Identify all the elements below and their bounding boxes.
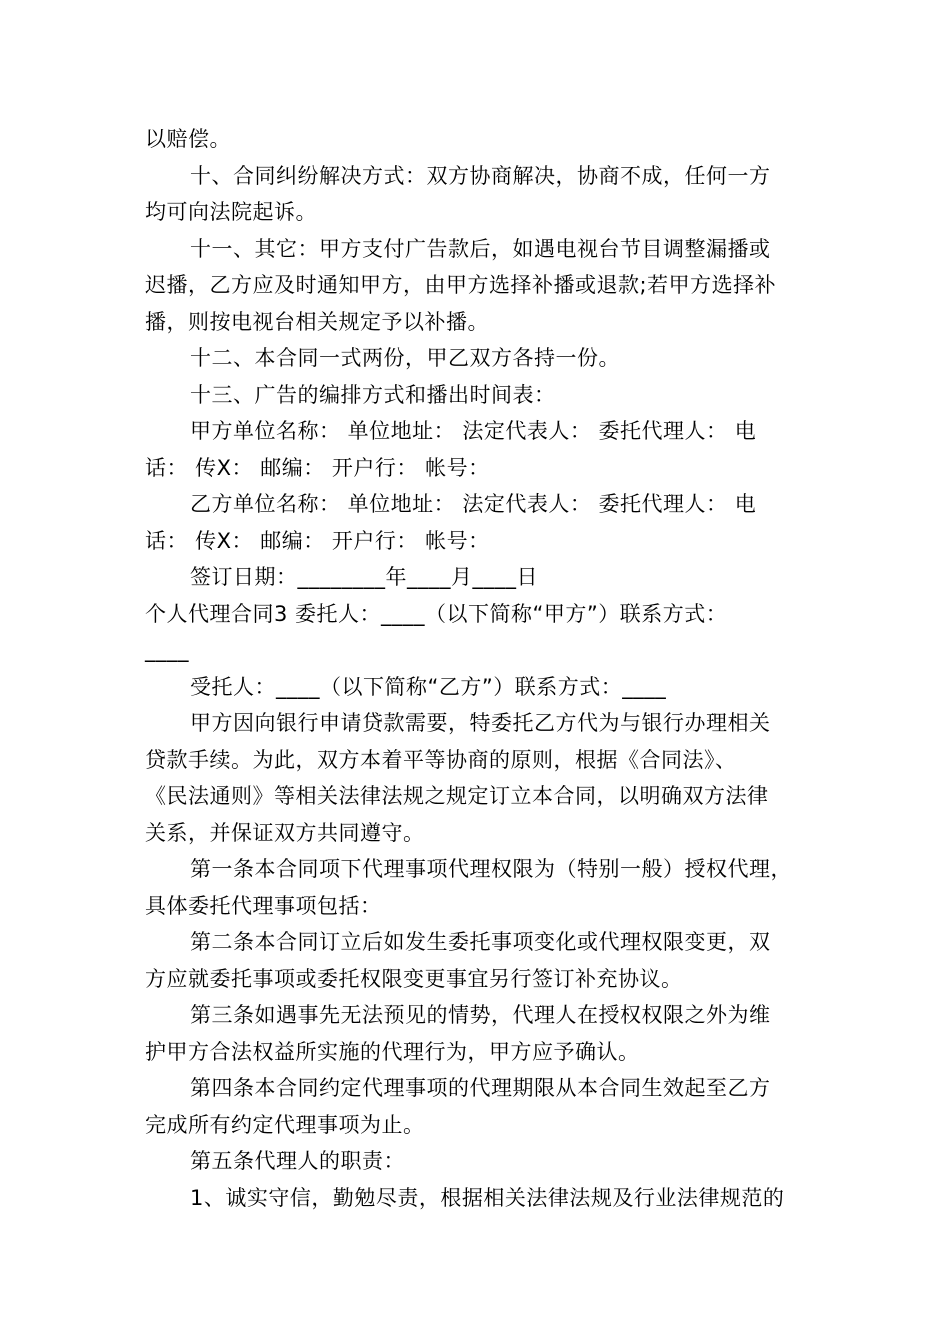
- text-line: 1、诚实守信，勤勉尽责，根据相关法律法规及行业法律规范的: [190, 1186, 785, 1210]
- text-line: 第五条代理人的职责：: [190, 1149, 405, 1173]
- text-line: 第三条如遇事先无法预见的情势，代理人在授权权限之外为维: [190, 1003, 771, 1027]
- text-line: 完成所有约定代理事项为止。: [145, 1113, 425, 1137]
- text-line: 以赔偿。: [145, 127, 231, 151]
- text-line: 迟播，乙方应及时通知甲方，由甲方选择补播或退款;若甲方选择补: [145, 273, 777, 297]
- text-line: 个人代理合同3 委托人：____（以下简称“甲方”）联系方式：: [145, 602, 728, 626]
- text-line: 护甲方合法权益所实施的代理行为，甲方应予确认。: [145, 1040, 640, 1064]
- text-line: 甲方因向银行申请贷款需要，特委托乙方代为与银行办理相关: [190, 711, 771, 735]
- text-line: 十三、广告的编排方式和播出时间表：: [190, 383, 556, 407]
- text-line: 乙方单位名称： 单位地址： 法定代表人： 委托代理人： 电: [190, 492, 757, 516]
- text-line: 甲方单位名称： 单位地址： 法定代表人： 委托代理人： 电: [190, 419, 757, 443]
- text-line: 第二条本合同订立后如发生委托事项变化或代理权限变更，双: [190, 930, 771, 954]
- text-line: 话： 传X： 邮编： 开户行： 帐号：: [145, 529, 490, 553]
- text-line: 《民法通则》等相关法律法规之规定订立本合同，以明确双方法律: [145, 784, 769, 808]
- text-line: 均可向法院起诉。: [145, 200, 317, 224]
- text-line: 第四条本合同约定代理事项的代理期限从本合同生效起至乙方: [190, 1076, 771, 1100]
- text-line: 播，则按电视台相关规定予以补播。: [145, 310, 489, 334]
- text-line: ____: [145, 638, 189, 662]
- text-line: 十、合同纠纷解决方式：双方协商解决，协商不成，任何一方: [190, 164, 771, 188]
- text-line: 话： 传X： 邮编： 开户行： 帐号：: [145, 456, 490, 480]
- text-line: 方应就委托事项或委托权限变更事宜另行签订补充协议。: [145, 967, 683, 991]
- text-line: 具体委托代理事项包括：: [145, 894, 382, 918]
- text-line: 十一、其它：甲方支付广告款后，如遇电视台节目调整漏播或: [190, 237, 771, 261]
- text-line: 签订日期：________年____月____日: [190, 565, 538, 589]
- text-line: 贷款手续。为此，双方本着平等协商的原则，根据《合同法》、: [145, 748, 737, 772]
- text-line: 关系，并保证双方共同遵守。: [145, 821, 425, 845]
- text-line: 第一条本合同项下代理事项代理权限为（特别一般）授权代理，: [190, 857, 792, 881]
- text-line: 受托人：____（以下简称“乙方”）联系方式：____: [190, 675, 667, 699]
- text-line: 十二、本合同一式两份，甲乙双方各持一份。: [190, 346, 620, 370]
